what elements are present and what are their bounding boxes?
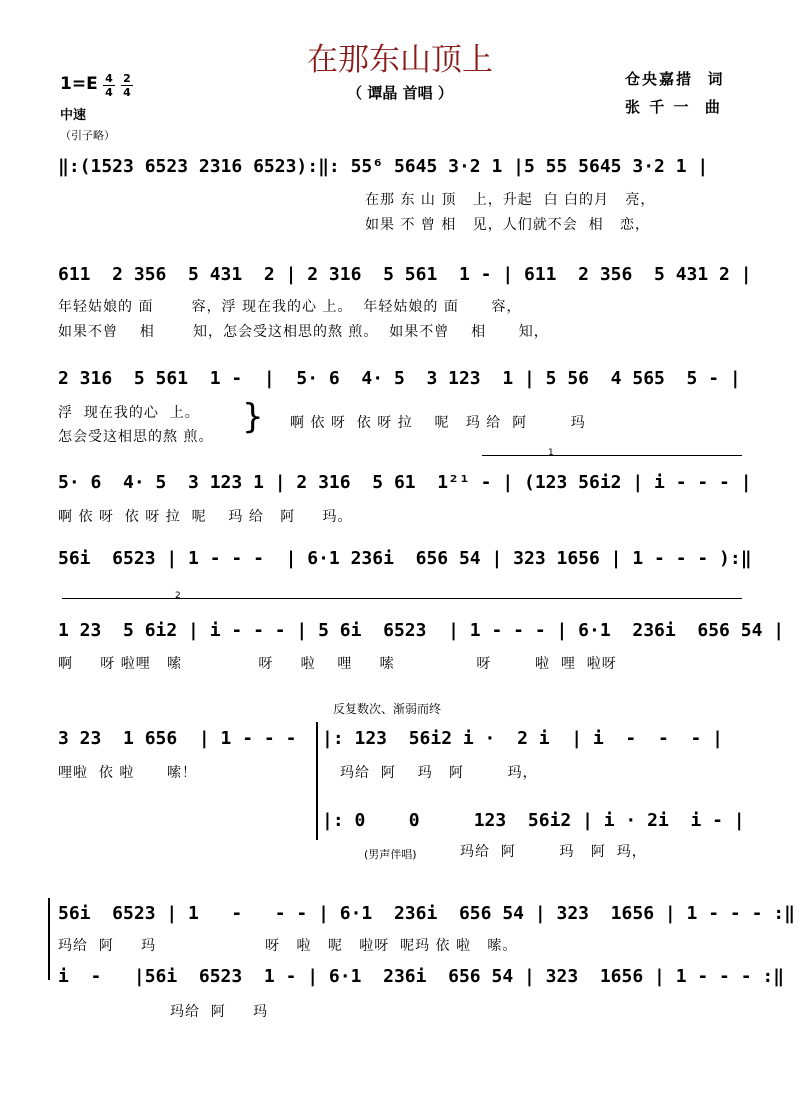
lyricist-credit: 仓央嘉措 词 (625, 70, 725, 88)
staff-6-notes: 1 23 5 6i2 | i - - - | 5 6i 6523 | 1 - - - | 6·1 236i 656 54 | (58, 620, 785, 641)
staff-8-upper-lyrics: 玛给 阿 玛 呀 啦 呢 啦呀 呢玛 依 啦 嗦。 (58, 938, 518, 954)
volta-2-number: 2 (175, 591, 181, 601)
staff-7-notes: 3 23 1 656 | 1 - - - (58, 728, 297, 749)
staff-2-lyrics-verse-1: 年轻姑娘的 面 容，浮 现在我的心 上。 年轻姑娘的 面 容， (58, 299, 522, 315)
staff-4-lyrics: 啊 依 呀 依 呀 拉 呢 玛 给 阿 玛。 (58, 509, 353, 525)
staff-7-upper-notes: |: 123 56i2 i · 2 i | i - - - | (322, 728, 723, 749)
staff-5-notes: 56i 6523 | 1 - - - | 6·1 236i 656 54 | 323 1656 | 1 - - - ):‖ (58, 548, 752, 569)
staff-1-lyrics-verse-1: 在那 东 山 顶 上，升起 白 白的月 亮， (365, 192, 656, 208)
volta-2-bracket (62, 598, 742, 599)
staff-4-notes: 5· 6 4· 5 3 123 1 | 2 316 5 61 1²¹ - | (123 56i2 | i - - - | (58, 472, 752, 493)
system-bracket-final (48, 898, 50, 980)
staff-2-lyrics-verse-2: 如果不曾 相 知，怎会受这相思的熬 煎。 如果不曾 相 知， (58, 324, 549, 340)
volta-1-number: 1 (548, 448, 554, 458)
staff-7-lower-lyrics: 玛给 阿 玛 阿 玛， (460, 844, 647, 860)
system-bracket-upper (316, 722, 318, 840)
staff-3-lyrics-chorus: 啊 依 呀 依 呀 拉 呢 玛 给 阿 玛 (290, 415, 586, 431)
key-signature: 1=E (60, 74, 98, 94)
time-signature-4-4: 4 4 (103, 73, 115, 98)
staff-1-lyrics-verse-2: 如果 不 曾 相 见，人们就不会 相 恋， (365, 217, 650, 233)
lyrics-brace: } (242, 397, 264, 437)
song-title: 在那东山顶上 (307, 42, 493, 78)
staff-2-notes: 611 2 356 5 431 2 | 2 316 5 561 1 - | 611 2 356 5 431 2 | (58, 264, 752, 285)
male-backing-label: (男声伴唱) (364, 848, 417, 861)
composer-credit: 张 千 一 曲 (625, 98, 722, 116)
staff-7-lower-notes: |: 0 0 123 56i2 | i · 2i i - | (322, 810, 745, 831)
staff-6-lyrics: 啊 呀 啦哩 嗦 呀 啦 哩 嗦 呀 啦 哩 啦呀 (58, 656, 617, 672)
staff-3-notes: 2 316 5 561 1 - | 5· 6 4· 5 3 123 1 | 5 56 4 565 5 - | (58, 368, 741, 389)
volta-1-bracket (482, 455, 742, 456)
staff-1-notes: ‖:(1523 6523 2316 6523):‖: 55⁶ 5645 3·2 1 |5 55 5645 3·2 1 | (58, 156, 709, 177)
staff-3-lyrics-verse-1: 浮 现在我的心 上。 (58, 405, 200, 421)
staff-7-lyrics: 哩啦 依 啦 嗦！ (58, 765, 198, 781)
staff-8-lower-notes: i - |56i 6523 1 - | 6·1 236i 656 54 | 323 1656 | 1 - - - :‖ (58, 966, 785, 987)
staff-3-lyrics-verse-2: 怎会受这相思的熬 煎。 (58, 429, 214, 445)
staff-8-lower-lyrics: 玛给 阿 玛 (170, 1004, 269, 1020)
tempo-marking: 中速 (60, 108, 87, 123)
time-signature-2-4: 2 4 (121, 73, 133, 98)
song-subtitle: （ 谭晶 首唱 ） (347, 84, 453, 102)
staff-8-upper-notes: 56i 6523 | 1 - - - | 6·1 236i 656 54 | 323 1656 | 1 - - - :‖ (58, 903, 795, 924)
performance-note: 反复数次、渐弱而终 (333, 702, 442, 716)
staff-7-upper-lyrics: 玛给 阿 玛 阿 玛， (340, 765, 538, 781)
intro-note: （引子略） (60, 129, 115, 142)
